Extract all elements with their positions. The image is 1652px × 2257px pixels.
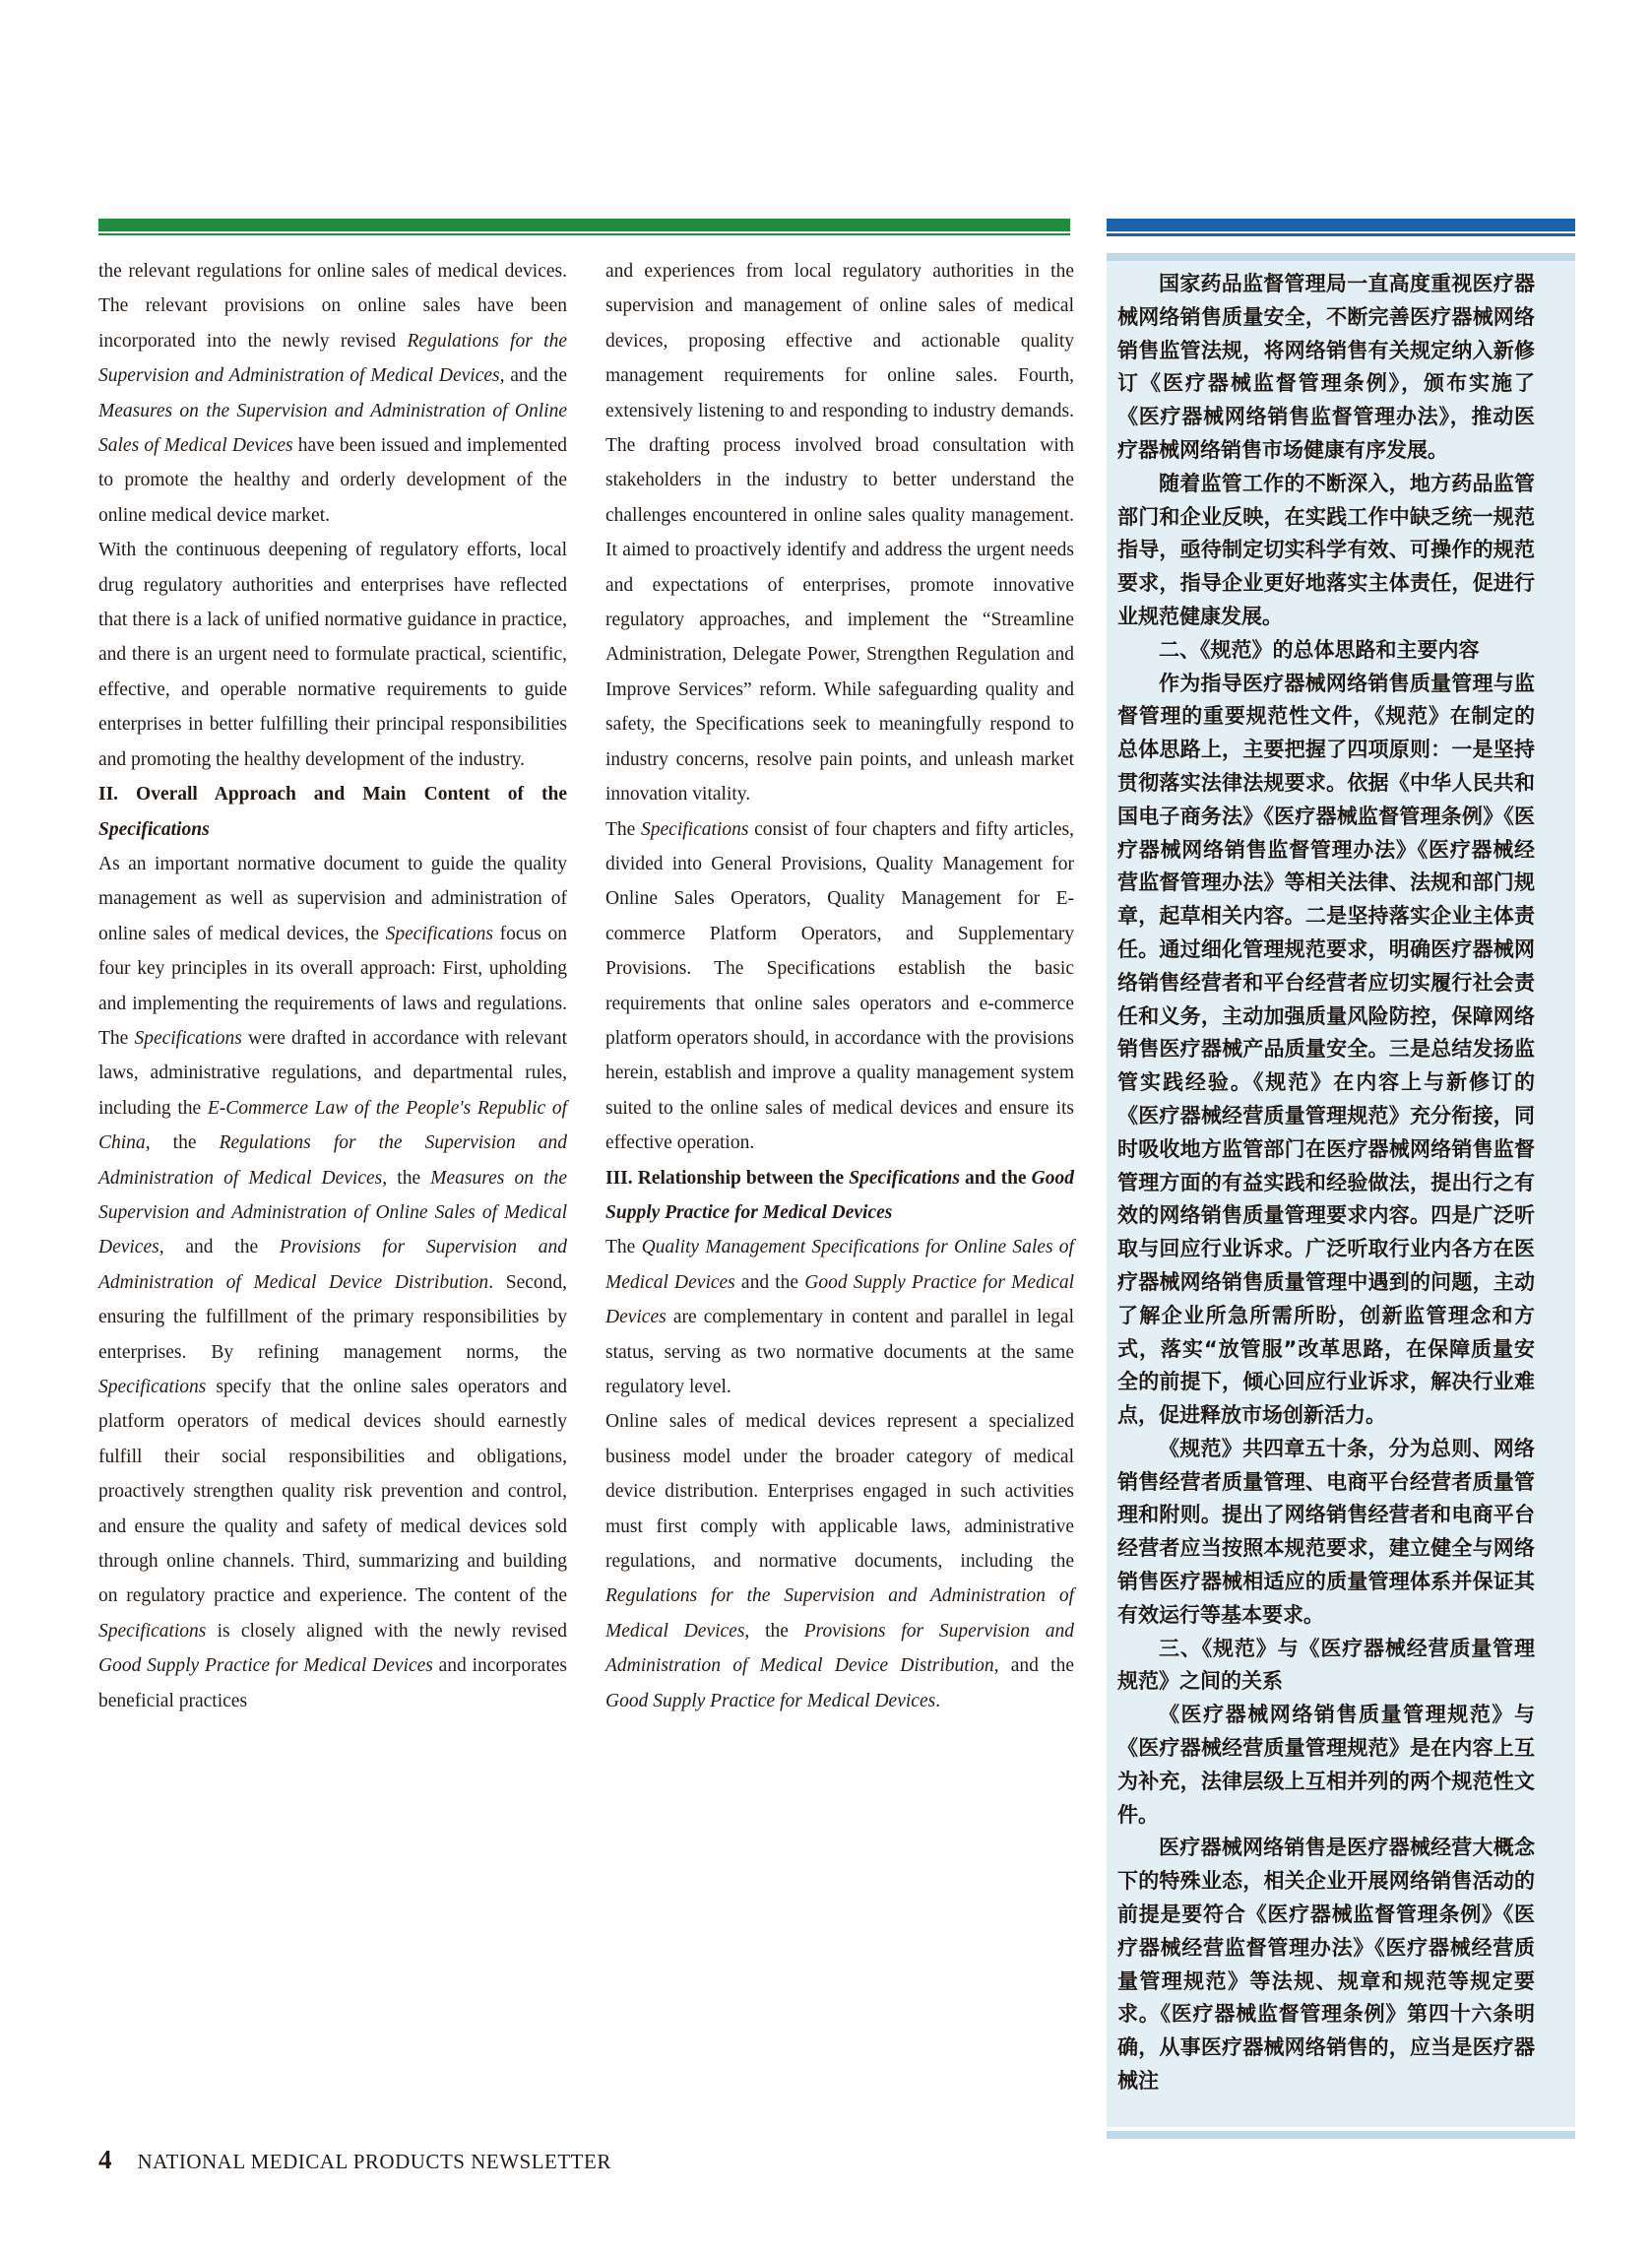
paragraph: Online sales of medical devices represent a specialized business model under the broader category of medical device distribution. Enterprises engaged in such activities must first comply with applicable laws, administrative regulations, and normative documents, including the Regulations for the Supervision and Administration of Medical Devices, the Provisions for Supervision and Administration of Medical Device Distribution, and the Good Supply Practice for Medical Devices. — [605, 1411, 1074, 1711]
section-heading-ii: II. Overall Approach and Main Content of the Specifications — [98, 784, 567, 840]
paragraph: 《规范》共四章五十条，分为总则、网络销售经营者质量管理、电商平台经营者质量管理和附则。提出了网络销售经营者和电商平台经营者应当按照本规范要求，建立健全与网络销售医疗器械相适应的质量管理体系并保证其有效运行等基本要求。 — [1117, 1436, 1535, 1627]
english-column-2 — [605, 254, 1074, 1718]
blue-rule-thin — [1107, 233, 1575, 236]
paragraph: The Specifications consist of four chapters and fifty articles, divided into General Provisions, Quality Management for Online Sales Operators, Quality Management for E-commerce Platform Operators, and Supplementary Provisions. The Specifications establish the basic requirements that online sales operators and e-commerce platform operators should, in accordance with the provisions herein, establish and improve a quality management system suited to the online sales of medical devices and ensure its effective operation. — [605, 818, 1074, 1154]
paragraph: the relevant regulations for online sales of medical devices. The relevant provisions on online sales have been incorporated into the newly revised Regulations for the Supervision and Administration of Medical Devices, and the Measures on the Supervision and Administration of Online Sales of Medical Devices have been issued and implemented to promote the healthy and orderly development of the online medical device market. — [98, 261, 568, 526]
paragraph: As an important normative document to guide the quality management as well as supervision and administration of online sales of medical devices, the Specifications focus on four key principles in its overall approach: First, upholding and implementing the requirements of laws and regulations. The Specifications were drafted in accordance with relevant laws, administrative regulations, and departmental rules, including the E-Commerce Law of the People's Republic of China, the Regulations for the Supervision and Administration of Medical Devices, the Measures on the Supervision and Administration of Online Sales of Medical Devices, and the Provisions for Supervision and Administration of Medical Device Distribution. Second, ensuring the fulfillment of the primary responsibilities by enterprises. By refining management norms, the Specifications specify that the online sales operators and platform operators of medical devices should earnestly fulfill their social responsibilities and obligations, proactively strengthen quality risk prevention and control, and ensure the quality and safety of medical devices sold through online channels. Third, summarizing and building on regulatory practice and experience. The content of the Specifications is closely aligned with the newly revised Good Supply Practice for Medical Devices and incorporates beneficial practices — [98, 853, 568, 1711]
green-rule-thin — [98, 233, 1070, 235]
newsletter-title: NATIONAL MEDICAL PRODUCTS NEWSLETTER — [137, 2150, 611, 2173]
section-heading-3-cn: 三、《规范》与《医疗器械经营质量管理规范》之间的关系 — [1117, 1636, 1535, 1694]
paragraph: 《医疗器械网络销售质量管理规范》与《医疗器械经营质量管理规范》是在内容上互为补充，法律层级上互相并列的两个规范性文件。 — [1117, 1703, 1535, 1827]
english-column-1 — [98, 254, 567, 1718]
section-heading-iii: III. Relationship between the Specifications and the Good Supply Practice for Medical Devices — [605, 1167, 1074, 1223]
chinese-column — [1117, 268, 1535, 2098]
paragraph: 作为指导医疗器械网络销售质量管理与监督管理的重要规范性文件，《规范》在制定的总体思路上，主要把握了四项原则：一是坚持贯彻落实法律法规要求。依据《中华人民共和国电子商务法》《医疗器械监督管理条例》《医疗器械网络销售监督管理办法》《医疗器械经营监督管理办法》等相关法律、法规和部门规章，起草相关内容。二是坚持落实企业主体责任。通过细化管理规范要求，明确医疗器械网络销售经营者和平台经营者应切实履行社会责任和义务，主动加强质量风险防控，保障网络销售医疗器械产品质量安全。三是总结发扬监管实践经验。《规范》在内容上与新修订的《医疗器械经营质量管理规范》充分衔接，同时吸收地方监管部门在医疗器械网络销售监督管理方面的有益实践和经验做法，提出行之有效的网络销售质量管理要求内容。四是广泛听取与回应行业诉求。广泛听取行业内各方在医疗器械网络销售质量管理中遇到的问题，主动了解企业所急所需所盼，创新监管理念和方式，落实“放管服”改革思路，在保障质量安全的前提下，倾心回应行业诉求，解决行业难点，促进释放市场创新活力。 — [1117, 671, 1535, 1428]
section-heading-2-cn: 二、《规范》的总体思路和主要内容 — [1159, 637, 1480, 662]
paragraph: and experiences from local regulatory authorities in the supervision and management of online sales of medical devices, proposing effective and actionable quality management requirements for online sales. Fourth, extensively listening to and responding to industry demands. The drafting process involved broad consultation with stakeholders in the industry to better understand the challenges encountered in online sales quality management. It aimed to proactively identify and address the urgent needs and expectations of enterprises, promote innovative regulatory approaches, and implement the “Streamline Administration, Delegate Power, Strengthen Regulation and Improve Services” reform. While safeguarding quality and safety, the Specifications seek to meaningfully respond to industry concerns, resolve pain points, and unleash market innovation vitality. — [605, 261, 1074, 806]
chinese-panel-bottom-edge — [1107, 2131, 1575, 2139]
page-footer — [98, 2145, 611, 2175]
paragraph: 随着监管工作的不断深入，地方药品监管部门和企业反映，在实践工作中缺乏统一规范指导，亟待制定切实科学有效、可操作的规范要求，指导企业更好地落实主体责任，促进行业规范健康发展。 — [1117, 471, 1535, 628]
chinese-panel-top-edge — [1107, 253, 1575, 261]
paragraph: The Quality Management Specifications for Online Sales of Medical Devices and the Good Supply Practice for Medical Devices are complementary in content and parallel in legal status, serving as two normative documents at the same regulatory level. — [605, 1237, 1074, 1397]
paragraph: With the continuous deepening of regulatory efforts, local drug regulatory authorities and enterprises have reflected that there is a lack of unified normative guidance in practice, and there is an urgent need to formulate practical, scientific, effective, and operable normative requirements to guide enterprises in better fulfilling their principal responsibilities and promoting the healthy development of the industry. — [98, 540, 567, 770]
green-rule — [98, 219, 1070, 231]
page-number: 4 — [98, 2145, 112, 2174]
paragraph: 医疗器械网络销售是医疗器械经营大概念下的特殊业态，相关企业开展网络销售活动的前提是要符合《医疗器械监督管理条例》《医疗器械经营监督管理办法》《医疗器械经营质量管理规范》等法规、规章和规范等规定要求。《医疗器械监督管理条例》第四十六条明确，从事医疗器械网络销售的，应当是医疗器械注 — [1117, 1836, 1535, 2094]
paragraph: 国家药品监督管理局一直高度重视医疗器械网络销售质量安全，不断完善医疗器械网络销售监管法规，将网络销售有关规定纳入新修订《医疗器械监督管理条例》，颁布实施了《医疗器械网络销售监督管理办法》，推动医疗器械网络销售市场健康有序发展。 — [1117, 272, 1535, 462]
blue-rule — [1107, 219, 1575, 231]
